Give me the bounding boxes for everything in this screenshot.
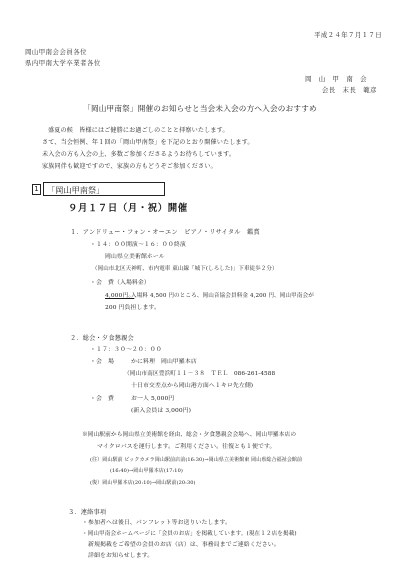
dinner-heading: ２．総会・夕食懇親会 <box>70 335 134 342</box>
notice-line: 詳細をお知らせします。 <box>88 553 154 559</box>
notice-line: 新規掲載をご希望の会員のお店（店）は、事務局までご連絡ください。 <box>88 542 280 548</box>
concert-fee-amount: 4,000円。 <box>105 293 135 299</box>
addressee-members: 岡山甲南会会員各位 <box>25 48 88 56</box>
section-title: 「岡山甲南祭」 <box>43 182 165 196</box>
dinner-place-direction: 十日市交差点から岡山港方面へ１キロ先左側) <box>131 383 254 389</box>
dinner-time: ・１７：３０～２０：００ <box>90 347 162 353</box>
dinner-place-address: （岡山市南区豊浜町１１－３８ ＴＥＬ 086-261-4588 <box>124 371 276 377</box>
concert-time: ・１４：００開演～１６：００終演 <box>90 242 186 248</box>
sender-president: 会長 末長 範彦 <box>321 86 377 94</box>
notice-line: ・岡山甲南会ホームページに「会員のお店」を掲載しています。(現在１２店を掲載) <box>82 531 297 537</box>
dinner-place-label: ・会 場 <box>90 359 114 365</box>
bus-outbound: (往）岡山駅前 ビックカメラ岡山駅前店前(16:30)→岡山県立美術館東 岡山県総合福祉会館前 <box>90 457 303 463</box>
bus-outbound-cont: (16:40)→岡山甲羅本店(17:10) <box>110 468 183 474</box>
intro-line-4: 家族同伴も歓迎ですので、家族の方もどうぞご参加ください。 <box>42 163 217 170</box>
concert-venue: 岡山県立美術館ホール <box>105 254 165 260</box>
dinner-fee-label: ・会 費 <box>90 396 114 402</box>
concert-fee-detail: 入場料 4,500 円のところ、岡山音協会員料金 4,200 円、岡山甲南会が <box>131 293 314 299</box>
intro-line-2: さて、当会恒例、年１回の「岡山甲南祭」を下記のとおり開催いたします。 <box>42 139 254 146</box>
bus-return: (復）岡山甲羅本店(20:10)→岡山駅前(20:30) <box>90 480 196 486</box>
concert-fee-detail-cont: 200 円負担します。 <box>105 305 160 311</box>
dinner-fee-value: お一人 5,000円 <box>131 396 175 402</box>
concert-access: （岡山市北区天神町、市内電車 東山線「城下(しろした)」下車徒歩２分） <box>92 266 278 272</box>
intro-line-1: 盛夏の候 皆様にはご健勝にお過ごしのことと拝察いたします。 <box>48 127 229 134</box>
addressee-graduates: 県内甲南大学卒業者各位 <box>25 59 101 67</box>
bus-note-cont: マイクロバスを運行します。ご利用ください。往復とも１便です。 <box>97 444 276 450</box>
concert-heading: １．アンドリュー・フォン・オーエン ピアノ・リサイタル 鑑賞 <box>70 229 260 236</box>
bus-note: ※岡山駅前から岡山県立美術館を経由、総会・夕食懇親会会場へ、岡山甲羅本店の <box>82 432 297 438</box>
notices-heading: ３．連絡事項 <box>68 509 107 516</box>
dinner-fee-new-member: (新入会員は 3,000円) <box>131 408 192 414</box>
document-title: 「岡山甲南祭」開催のお知らせと当会未入会の方へ入会のおすすめ <box>83 104 317 113</box>
notice-line: ・参加者へは後日、パンフレット等お送りいたします。 <box>82 520 231 526</box>
event-date-heading: ９月１７日（月・祝）開催 <box>68 203 188 214</box>
document-date: 平成２４年７月１７日 <box>314 31 382 39</box>
sender-organization: 岡 山 甲 南 会 <box>304 75 367 83</box>
section-number: 1 <box>32 184 41 195</box>
intro-line-3: 未入会の方も入会の上、多数ご参加くださるようお待ちしています。 <box>42 151 236 158</box>
concert-fee-label: ・会 費（入場料金） <box>90 280 150 286</box>
dinner-place-name: かに料理 岡山甲羅本店 <box>131 359 197 365</box>
